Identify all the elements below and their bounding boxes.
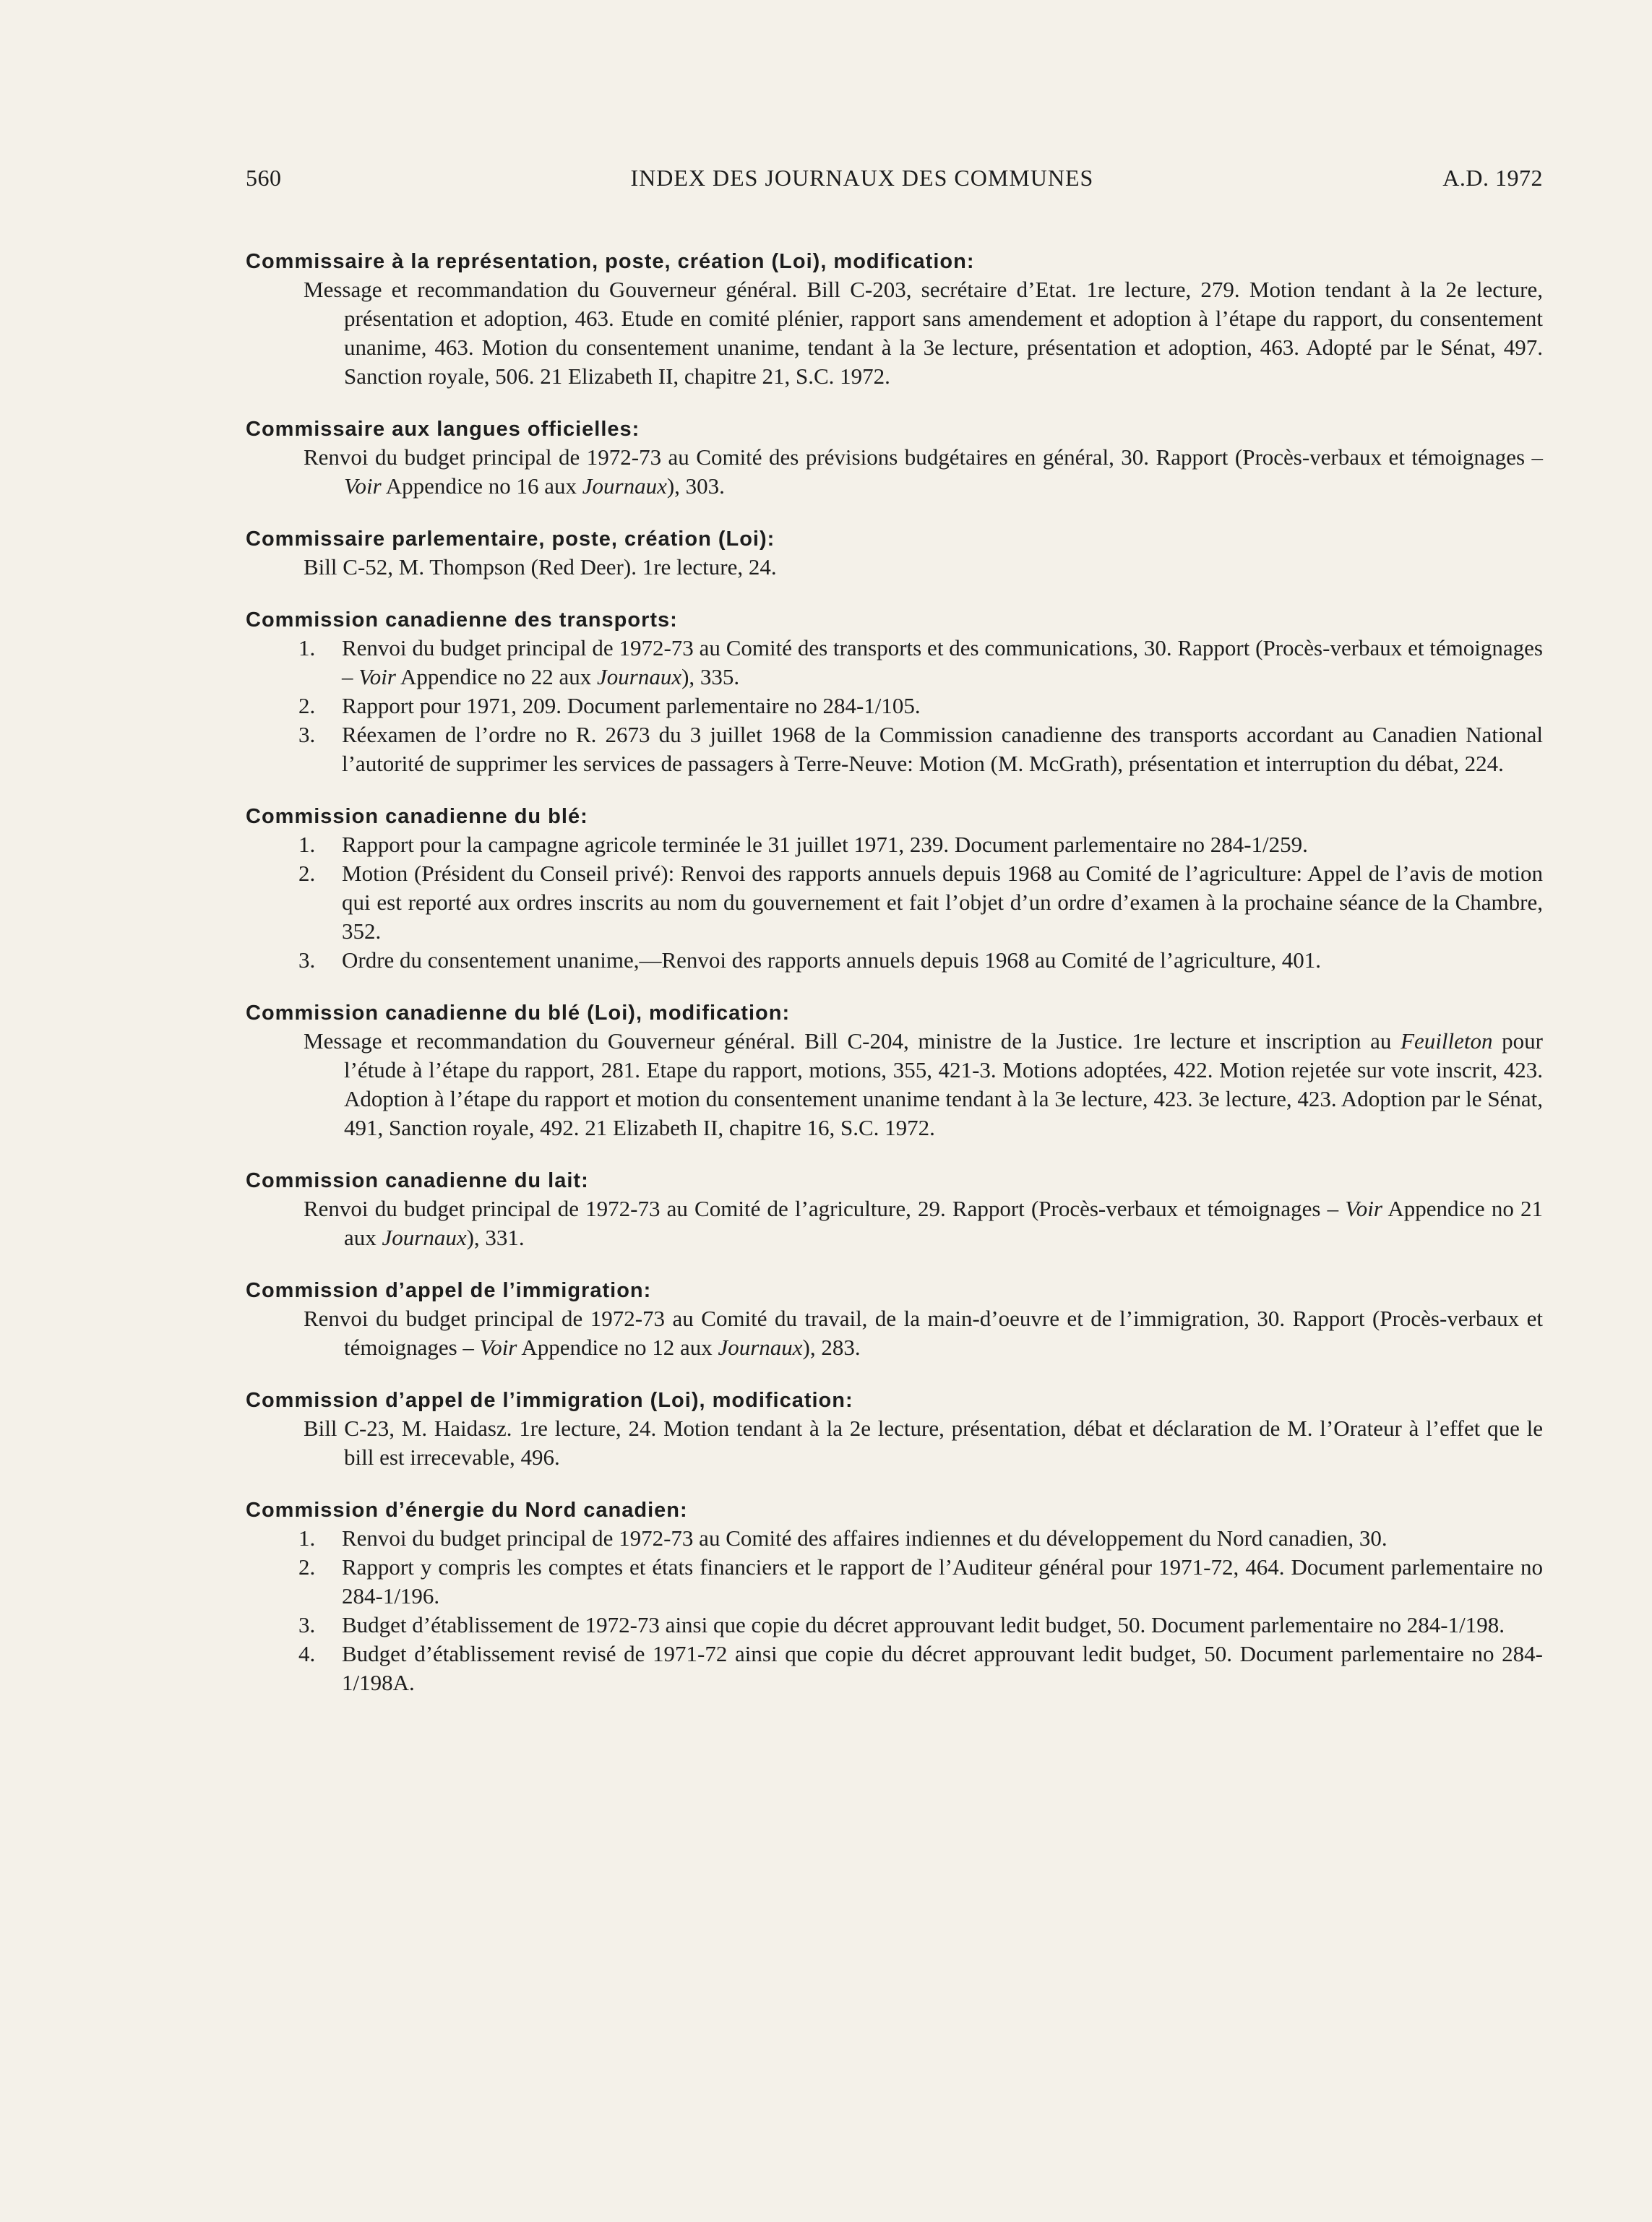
index-entry bbox=[246, 999, 1543, 1142]
entry-text: Renvoi du budget principal de 1972-73 au Comité de l’agriculture, 29. Rapport (Procès-verbaux et témoignages – Voir Appendice no 21 aux Journaux), 331. bbox=[304, 1196, 1543, 1250]
list-item: 2. Rapport y compris les comptes et états financiers et le rapport de l’Auditeur général pour 1971-72, 464. Document parlementaire no 284-1/196. bbox=[298, 1554, 1543, 1609]
entry-heading: Commission d’énergie du Nord canadien: bbox=[246, 1499, 688, 1522]
index-entry bbox=[246, 1167, 1543, 1252]
entry-items bbox=[246, 634, 1543, 778]
entry-text: Message et recommandation du Gouverneur général. Bill C-204, ministre de la Justice. 1re lecture et inscription au Feuilleton pour l’étude à l’étape du rapport, 281. Etape du rapport, motions, 355, 421-3. Motions adoptées, 422. Motion rejetée sur vote inscrit, 423. Adoption à l’étape du rapport et motion du consentement unanime tendant à la 3e lecture, 423. 3e lecture, 423. Adoption par le Sénat, 491, Sanction royale, 492. 21 Elizabeth II, chapitre 16, S.C. 1972. bbox=[304, 1028, 1543, 1140]
index-entry bbox=[246, 1497, 1543, 1697]
entry-heading: Commission canadienne du blé: bbox=[246, 805, 588, 828]
list-item: 1. Renvoi du budget principal de 1972-73 au Comité des transports et des communications, 30. Rapport (Procès-verbaux et témoignages – Voir Appendice no 22 aux Journaux), 335. bbox=[298, 635, 1543, 689]
entry-text: Bill C-52, M. Thompson (Red Deer). 1re lecture, 24. bbox=[304, 554, 777, 580]
entry-heading: Commission canadienne des transports: bbox=[246, 608, 678, 632]
entry-text: Renvoi du budget principal de 1972-73 au Comité du travail, de la main-d’oeuvre et de l’immigration, 30. Rapport (Procès-verbaux et témoignages – Voir Appendice no 12 aux Journaux), 283. bbox=[304, 1306, 1543, 1360]
index-entry bbox=[246, 606, 1543, 778]
entry-items bbox=[246, 1524, 1543, 1697]
index-entry bbox=[246, 1387, 1543, 1472]
list-item: 2. Rapport pour 1971, 209. Document parlementaire no 284-1/105. bbox=[298, 693, 921, 718]
index-entry bbox=[246, 1277, 1543, 1362]
index-entry bbox=[246, 415, 1543, 501]
year-label: A.D. 1972 bbox=[1442, 165, 1543, 191]
index-page bbox=[246, 165, 1543, 1722]
entry-heading: Commission d’appel de l’immigration: bbox=[246, 1279, 652, 1302]
list-item: 3. Réexamen de l’ordre no R. 2673 du 3 juillet 1968 de la Commission canadienne des transports accordant au Canadien National l’autorité de supprimer les services de passagers à Terre-Neuve: Motion (M. McGrath), présentation et interruption du débat, 224. bbox=[298, 722, 1543, 776]
index-entry bbox=[246, 525, 1543, 582]
entry-heading: Commissaire aux langues officielles: bbox=[246, 418, 640, 441]
list-item: 1. Renvoi du budget principal de 1972-73 au Comité des affaires indiennes et du développement du Nord canadien, 30. bbox=[298, 1525, 1388, 1551]
entry-heading: Commissaire à la représentation, poste, création (Loi), modification: bbox=[246, 250, 975, 273]
list-item: 3. Ordre du consentement unanime,—Renvoi des rapports annuels depuis 1968 au Comité de l’agriculture, 401. bbox=[298, 947, 1322, 973]
list-item: 2. Motion (Président du Conseil privé): Renvoi des rapports annuels depuis 1968 au Comité de l’agriculture: Appel de l’avis de motion qui est reporté aux ordres inscrits au nom du gouvernement et fait l’objet d’un ordre d’examen à la prochaine séance de la Chambre, 352. bbox=[298, 861, 1543, 944]
entry-heading: Commissaire parlementaire, poste, création (Loi): bbox=[246, 527, 775, 551]
list-item: 4. Budget d’établissement revisé de 1971-72 ainsi que copie du décret approuvant ledit budget, 50. Document parlementaire no 284-1/198A. bbox=[298, 1641, 1543, 1695]
index-entry bbox=[246, 803, 1543, 975]
entry-text: Message et recommandation du Gouverneur général. Bill C-203, secrétaire d’Etat. 1re lecture, 279. Motion tendant à la 2e lecture, présentation et adoption, 463. Etude en comité plénier, rapport sans amendement et adoption à l’étape du rapport, du consentement unanime, 463. Motion du consentement unanime, tendant à la 3e lecture, présentation et adoption, 463. Adopté par le Sénat, 497. Sanction royale, 506. 21 Elizabeth II, chapitre 21, S.C. 1972. bbox=[304, 277, 1543, 389]
index-entry bbox=[246, 248, 1543, 391]
index-entries bbox=[246, 248, 1543, 1697]
entry-heading: Commission canadienne du lait: bbox=[246, 1169, 589, 1192]
entry-heading: Commission canadienne du blé (Loi), modification: bbox=[246, 1002, 791, 1025]
list-item: 1. Rapport pour la campagne agricole terminée le 31 juillet 1971, 239. Document parlementaire no 284-1/259. bbox=[298, 832, 1308, 857]
entry-text: Renvoi du budget principal de 1972-73 au Comité des prévisions budgétaires en général, 30. Rapport (Procès-verbaux et témoignages – Voir Appendice no 16 aux Journaux), 303. bbox=[304, 444, 1543, 499]
entry-text: Bill C-23, M. Haidasz. 1re lecture, 24. Motion tendant à la 2e lecture, présentation, débat et déclaration de M. l’Orateur à l’effet que le bill est irrecevable, 496. bbox=[304, 1416, 1543, 1470]
entry-items bbox=[246, 830, 1543, 975]
page-title: INDEX DES JOURNAUX DES COMMUNES bbox=[630, 165, 1094, 191]
page-header bbox=[246, 165, 1543, 191]
entry-heading: Commission d’appel de l’immigration (Loi), modification: bbox=[246, 1389, 853, 1412]
list-item: 3. Budget d’établissement de 1972-73 ainsi que copie du décret approuvant ledit budget, 50. Document parlementaire no 284-1/198. bbox=[298, 1612, 1505, 1637]
page-number: 560 bbox=[246, 165, 282, 191]
